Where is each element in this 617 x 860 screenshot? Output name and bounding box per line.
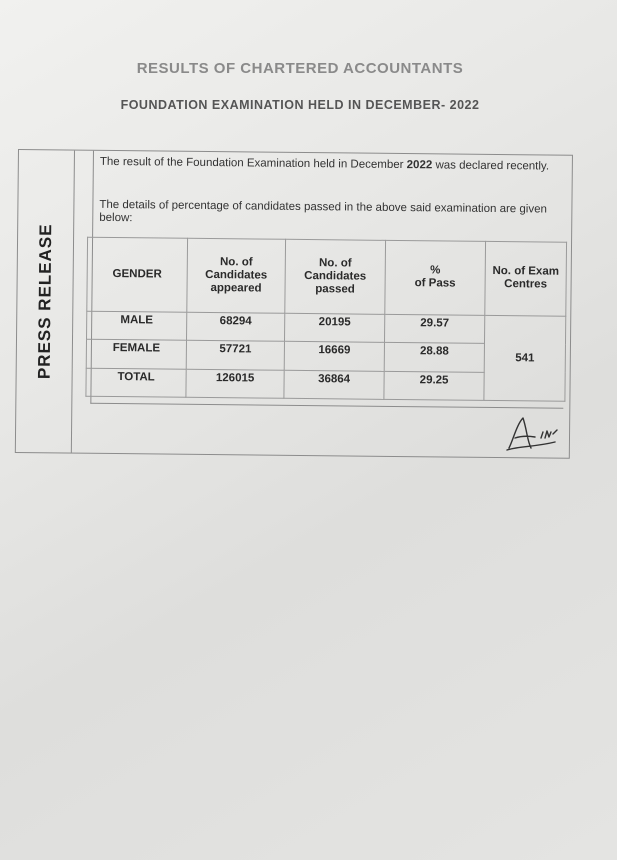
results-table: [85, 237, 567, 402]
row-appeared: 126015: [186, 369, 284, 399]
row-passed: 20195: [285, 313, 385, 342]
row-appeared: 68294: [187, 312, 285, 341]
header-percent-symbol: %: [430, 264, 441, 277]
header-exam-centres: No. of Exam Centres: [485, 241, 567, 315]
row-passed: 36864: [284, 370, 384, 400]
content-box: [90, 151, 566, 409]
declaration-text-start: The result of the Foundation Examination held in December: [99, 155, 407, 172]
details-paragraph: The details of percentage of candidates passed in the above said examination are given below:: [99, 198, 547, 225]
row-appeared: 57721: [186, 340, 284, 369]
header-appeared: No. of Candidates appeared: [187, 238, 286, 313]
table-header-row: [87, 237, 567, 316]
row-gender: FEMALE: [86, 339, 186, 368]
header-percent-pass: [385, 240, 486, 315]
exam-centres-value: 541: [484, 315, 566, 401]
side-label-box: [16, 150, 75, 453]
row-gender: MALE: [87, 311, 187, 340]
document-subtitle: FOUNDATION EXAMINATION HELD IN DECEMBER- 2022: [120, 98, 480, 112]
row-percent: 29.25: [384, 371, 484, 401]
press-release-panel: [15, 149, 573, 459]
header-gender: GENDER: [87, 237, 188, 312]
signature-mark: [505, 410, 560, 455]
declaration-year: 2022: [406, 159, 433, 172]
press-release-label: PRESS RELEASE: [34, 223, 55, 380]
declaration-paragraph: [100, 156, 565, 174]
row-gender: TOTAL: [86, 368, 186, 398]
header-percent-label: of Pass: [414, 277, 456, 290]
document-title: RESULTS OF CHARTERED ACCOUNTANTS: [136, 60, 464, 77]
row-passed: 16669: [284, 341, 384, 370]
declaration-text-end: was declared recently.: [432, 159, 550, 173]
row-percent: 28.88: [384, 342, 484, 371]
row-percent: 29.57: [384, 314, 484, 343]
header-passed: No. of Candidates passed: [285, 239, 386, 314]
